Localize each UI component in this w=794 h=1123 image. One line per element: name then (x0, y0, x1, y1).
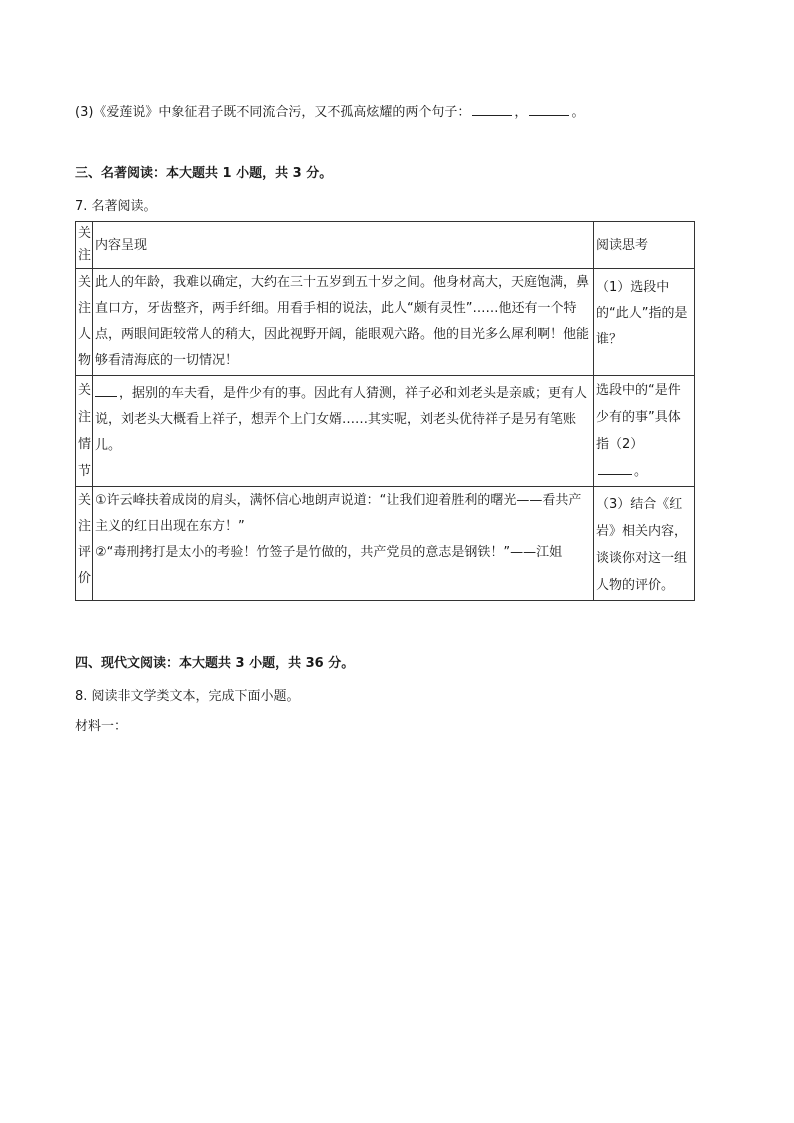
row-question-3: （3）结合《红岩》相关内容，谈谈你对这一组人物的评价。 (594, 487, 695, 601)
quote-1: ①许云峰扶着成岗的肩头，满怀信心地朗声说道：“让我们迎着胜利的曙光——看共产主义的红日出现在东方！” (95, 493, 582, 534)
row-question-2: 选段中的“是件少有的事”具体指（2） 。 (594, 376, 695, 487)
row-label-evaluation: 关 注 评 价 (76, 487, 93, 601)
row-content-plot: ，据别的车夫看，是件少有的事。因此有人猜测，祥子必和刘老头是亲戚；更有人说，刘老头大概看上祥子，想弄个上门女婿……其实呢，刘老头优待祥子是另有笔账儿。 (93, 376, 594, 487)
row-question-1: （1）选段中的“此人”指的是谁？ (594, 269, 695, 376)
section-4-heading-text: 四、现代文阅读：本大题共 3 小题，共 36 分。 (75, 656, 355, 671)
table-row (76, 269, 695, 376)
answer-blank-1[interactable] (472, 103, 512, 116)
row-label-plot: 关 注 情 节 (76, 376, 93, 487)
answer-blank-3[interactable] (598, 462, 632, 475)
row-label-character: 关 注 人 物 (76, 269, 93, 376)
row-content-evaluation (93, 487, 594, 601)
question-3-prompt: (3)《爱莲说》中象征君子既不同流合污，又不孤高炫耀的两个句子： (75, 105, 471, 120)
material-1-label: 材料一： (75, 719, 128, 734)
row-content-character: 此人的年龄，我难以确定，大约在三十五岁到五十岁之间。他身材高大，天庭饱满，鼻直口方，牙齿整齐，两手纤细。用看手相的说法，此人“颇有灵性”……他还有一个特点，两眼间距较常人的稍大，因此视野开阔，能眼观六路。他的目光多么犀利啊！他能够看清海底的一切情况！ (93, 269, 594, 376)
question-7-title: 7. 名著阅读。 (75, 199, 157, 214)
table-row (76, 376, 695, 487)
table-row (76, 487, 695, 601)
header-cell-content: 内容呈现 (93, 222, 594, 269)
header-cell-focus: 关 注 (76, 222, 93, 269)
question-3 (75, 103, 584, 122)
section-3-heading (75, 165, 332, 183)
section-3-heading-text: 三、名著阅读：本大题共 1 小题，共 3 分。 (75, 166, 333, 181)
separator: ， (514, 105, 528, 120)
question-8-title: 8. 阅读非文学类文本，完成下面小题。 (75, 689, 300, 704)
reading-table (75, 221, 695, 601)
quote-2: ②“毒刑拷打是太小的考验！竹签子是竹做的，共产党员的意志是钢铁！”——江姐 (95, 545, 563, 560)
fill-blank-plot[interactable] (95, 384, 117, 397)
header-cell-thinking: 阅读思考 (594, 222, 695, 269)
end-mark: 。 (571, 105, 585, 120)
section-4-heading (75, 655, 354, 673)
table-header-row (76, 222, 695, 269)
answer-blank-2[interactable] (529, 103, 569, 116)
